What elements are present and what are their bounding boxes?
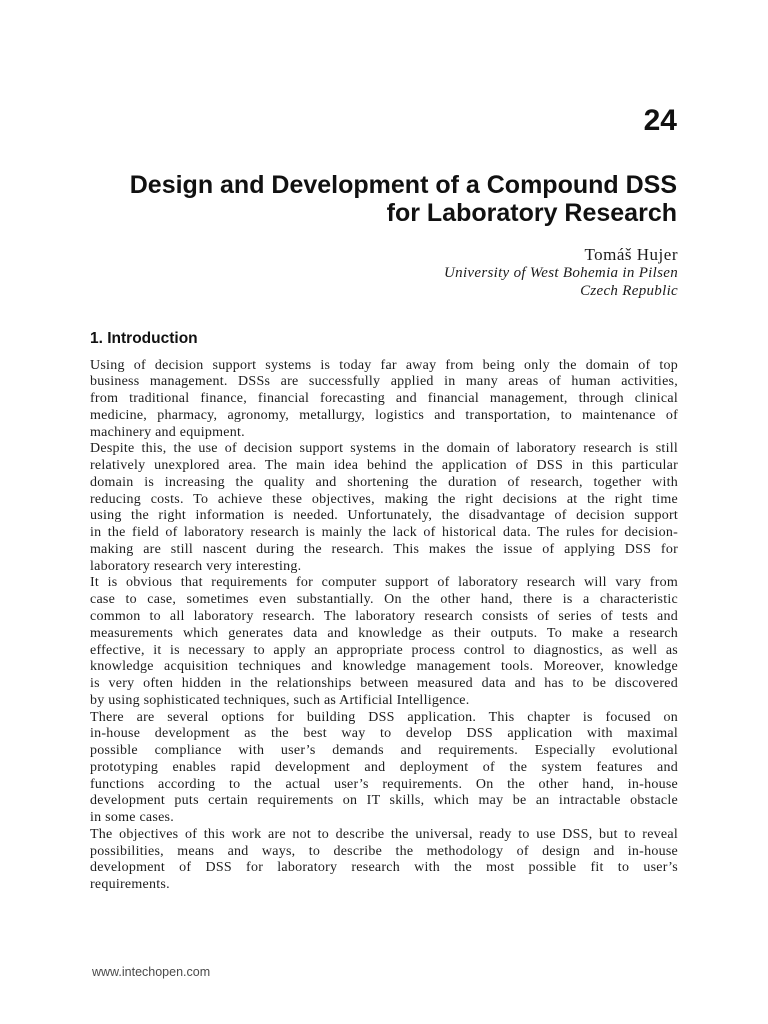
text-line: possible compliance with user’s demands and requirements. Especially evolutional [90,743,678,759]
section-heading: 1. Introduction [90,330,198,347]
text-line: in the field of laboratory research is mainly the lack of historical data. The rules for decision- [90,525,678,541]
section-body [90,358,678,895]
author-affiliation: University of West Bohemia in Pilsen [444,265,678,281]
text-line: domain is increasing the quality and shortening the duration of research, together with [90,474,678,490]
text-line: common to all laboratory research. The laboratory research consists of series of tests and [90,608,678,624]
text-line: There are several options for building DSS application. This chapter is focused on [90,709,678,725]
text-line: reducing costs. To achieve these objectives, making the right decisions at the right time [90,491,678,507]
text-line: case to case, sometimes even substantially. On the other hand, there is a characteristic [90,592,678,608]
text-line: Despite this, the use of decision support systems in the domain of laboratory research is still [90,441,678,457]
chapter-title [37,171,677,227]
chapter-title-line-2: for Laboratory Research [386,199,677,227]
text-line: relatively unexplored area. The main idea behind the application of DSS in this particular [90,458,678,474]
text-line: making are still nascent during the research. This makes the issue of applying DSS for [90,541,678,557]
text-line: is very often hidden in the relationships between measured data and has to be discovered [90,676,678,692]
text-line: The objectives of this work are not to describe the universal, ready to use DSS, but to reveal [90,826,678,842]
text-line: development of DSS for laboratory research with the most possible fit to user’s [90,860,678,876]
text-line: effective, it is necessary to apply an appropriate process control to diagnostics, as well as [90,642,678,658]
text-line: knowledge acquisition techniques and knowledge management tools. Moreover, knowledge [90,659,678,675]
paragraph [90,575,678,709]
text-line: functions according to the actual user’s requirements. On the other hand, in-house [90,776,678,792]
footer-url: www.intechopen.com [92,965,211,979]
text-line: possibilities, means and ways, to describe the methodology of design and in-house [90,843,678,859]
text-line: laboratory research very interesting. [90,558,302,574]
text-line: measurements which generates data and knowledge as their outputs. To make a research [90,625,678,641]
text-line: from traditional finance, financial forecasting and financial management, through clinical [90,391,678,407]
text-line: development puts certain requirements on IT skills, which may be an intractable obstacle [90,793,678,809]
text-line: It is obvious that requirements for computer support of laboratory research will vary from [90,575,678,591]
paragraph [90,827,678,894]
text-line: in some cases. [90,810,174,826]
paragraph [90,441,678,575]
text-line: Using of decision support systems is today far away from being only the domain of top [90,357,678,373]
text-line: machinery and equipment. [90,424,245,440]
text-line: by using sophisticated techniques, such as Artificial Intelligence. [90,692,470,708]
chapter-title-line-1: Design and Development of a Compound DSS [129,171,677,199]
text-line: in-house development as the best way to develop DSS application with maximal [90,726,678,742]
text-line: using the right information is needed. Unfortunately, the disadvantage of decision support [90,508,678,524]
text-line: medicine, pharmacy, agronomy, metallurgy, logistics and transportation, to maintenance of [90,407,678,423]
text-line: business management. DSSs are successfully applied in many areas of human activities, [90,374,678,390]
paragraph [90,358,678,442]
author-country: Czech Republic [580,283,678,299]
text-line: prototyping enables rapid development and deployment of the system features and [90,759,678,775]
paragraph [90,710,678,827]
chapter-number: 24 [643,104,677,137]
text-line: requirements. [90,877,170,893]
author-name: Tomáš Hujer [584,245,678,264]
